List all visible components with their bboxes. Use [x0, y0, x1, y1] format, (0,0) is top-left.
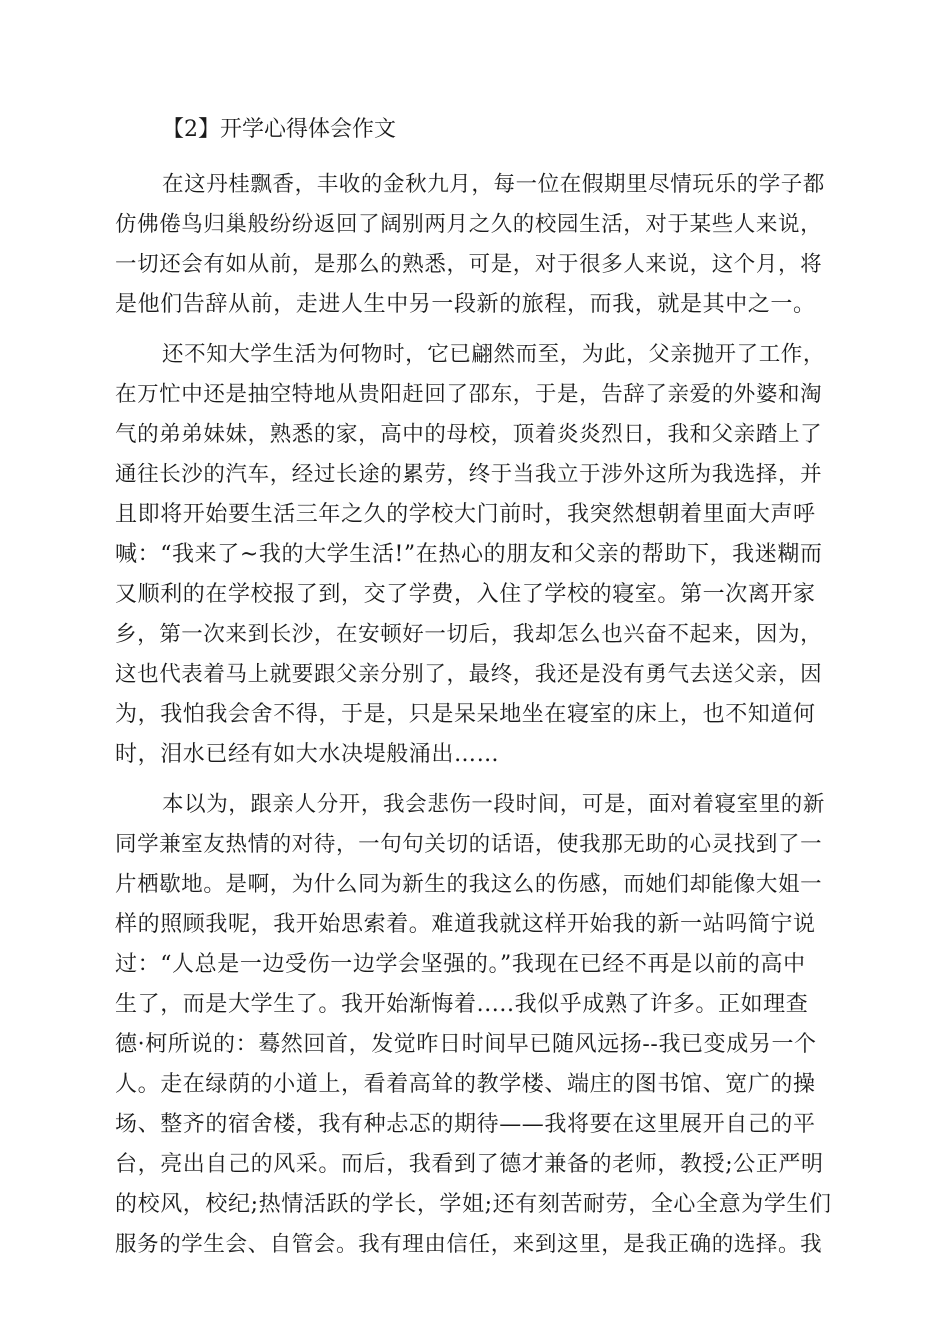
paragraph-2-line-7: 又顺利的在学校报了到，交了学费，入住了学校的寝室。第一次离开家 [115, 582, 816, 607]
paragraph-3-line-4: 样的照顾我呢，我开始思索着。难道我就这样开始我的新一站吗简宁说 [115, 912, 816, 937]
paragraph-2-line-10: 为，我怕我会舍不得，于是，只是呆呆地坐在寝室的床上，也不知道何 [115, 702, 816, 727]
paragraph-3-line-10: 台，亮出自己的风采。而后，我看到了德才兼备的老师，教授;公正严明 [115, 1152, 824, 1177]
paragraph-2-line-8: 乡，第一次来到长沙，在安顿好一切后，我却怎么也兴奋不起来，因为， [115, 622, 823, 647]
paragraph-3-line-9: 场、整齐的宿舍楼，我有种忐忑的期待——我将要在这里展开自己的平 [115, 1112, 816, 1137]
paragraph-3-line-1: 本以为，跟亲人分开，我会悲伤一段时间，可是，面对着寝室里的新 [162, 792, 826, 817]
paragraph-2-line-5: 且即将开始要生活三年之久的学校大门前时，我突然想朝着里面大声呼 [115, 502, 816, 527]
paragraph-3-line-2: 同学兼室友热情的对待，一句句关切的话语，使我那无助的心灵找到了一 [115, 832, 823, 857]
paragraph-3-line-6: 生了，而是大学生了。我开始渐悔着.....我似乎成熟了许多。正如理查 [115, 992, 809, 1017]
paragraph-2-line-9: 这也代表着马上就要跟父亲分别了，最终，我还是没有勇气去送父亲，因 [115, 662, 823, 687]
paragraph-2-line-11: 时，泪水已经有如大水决堤般涌出…… [115, 742, 500, 767]
paragraph-2-line-6: 喊：“我来了~我的大学生活!”在热心的朋友和父亲的帮助下，我迷糊而 [115, 542, 823, 567]
paragraph-3-line-7: 德·柯所说的：蓦然回首，发觉昨日时间早已随风远扬--我已变成另一个 [115, 1032, 817, 1057]
paragraph-2-line-2: 在万忙中还是抽空特地从贵阳赶回了邵东，于是，告辞了亲爱的外婆和淘 [115, 382, 823, 407]
paragraph-2-line-4: 通往长沙的汽车，经过长途的累劳，终于当我立于涉外这所为我选择，并 [115, 462, 823, 487]
paragraph-1-line-3: 一切还会有如从前，是那么的熟悉，可是，对于很多人来说，这个月，将 [115, 252, 823, 277]
paragraph-3-line-11: 的校风，校纪;热情活跃的学长，学姐;还有刻苦耐劳，全心全意为学生们 [115, 1192, 832, 1217]
document-heading: 【2】开学心得体会作文 [162, 117, 396, 142]
paragraph-3-line-3: 片栖歇地。是啊，为什么同为新生的我这么的伤感，而她们却能像大姐一 [115, 872, 823, 897]
paragraph-2-line-1: 还不知大学生活为何物时，它已翩然而至，为此，父亲抛开了工作， [162, 342, 826, 367]
paragraph-1-line-2: 仿佛倦鸟归巢般纷纷返回了阔别两月之久的校园生活，对于某些人来说， [115, 212, 823, 237]
paragraph-3-line-5: 过：“人总是一边受伤一边学会坚强的。”我现在已经不再是以前的高中 [115, 952, 806, 977]
paragraph-1-line-4: 是他们告辞从前，走进人生中另一段新的旅程，而我，就是其中之一。 [115, 292, 816, 317]
paragraph-1-line-1: 在这丹桂飘香，丰收的金秋九月，每一位在假期里尽情玩乐的学子都 [162, 172, 826, 197]
paragraph-3-line-12: 服务的学生会、自管会。我有理由信任，来到这里，是我正确的选择。我 [115, 1232, 823, 1257]
paragraph-2-line-3: 气的弟弟妹妹，熟悉的家，高中的母校，顶着炎炎烈日，我和父亲踏上了 [115, 422, 823, 447]
paragraph-3-line-8: 人。走在绿荫的小道上，看着高耸的教学楼、端庄的图书馆、宽广的操 [115, 1072, 816, 1097]
